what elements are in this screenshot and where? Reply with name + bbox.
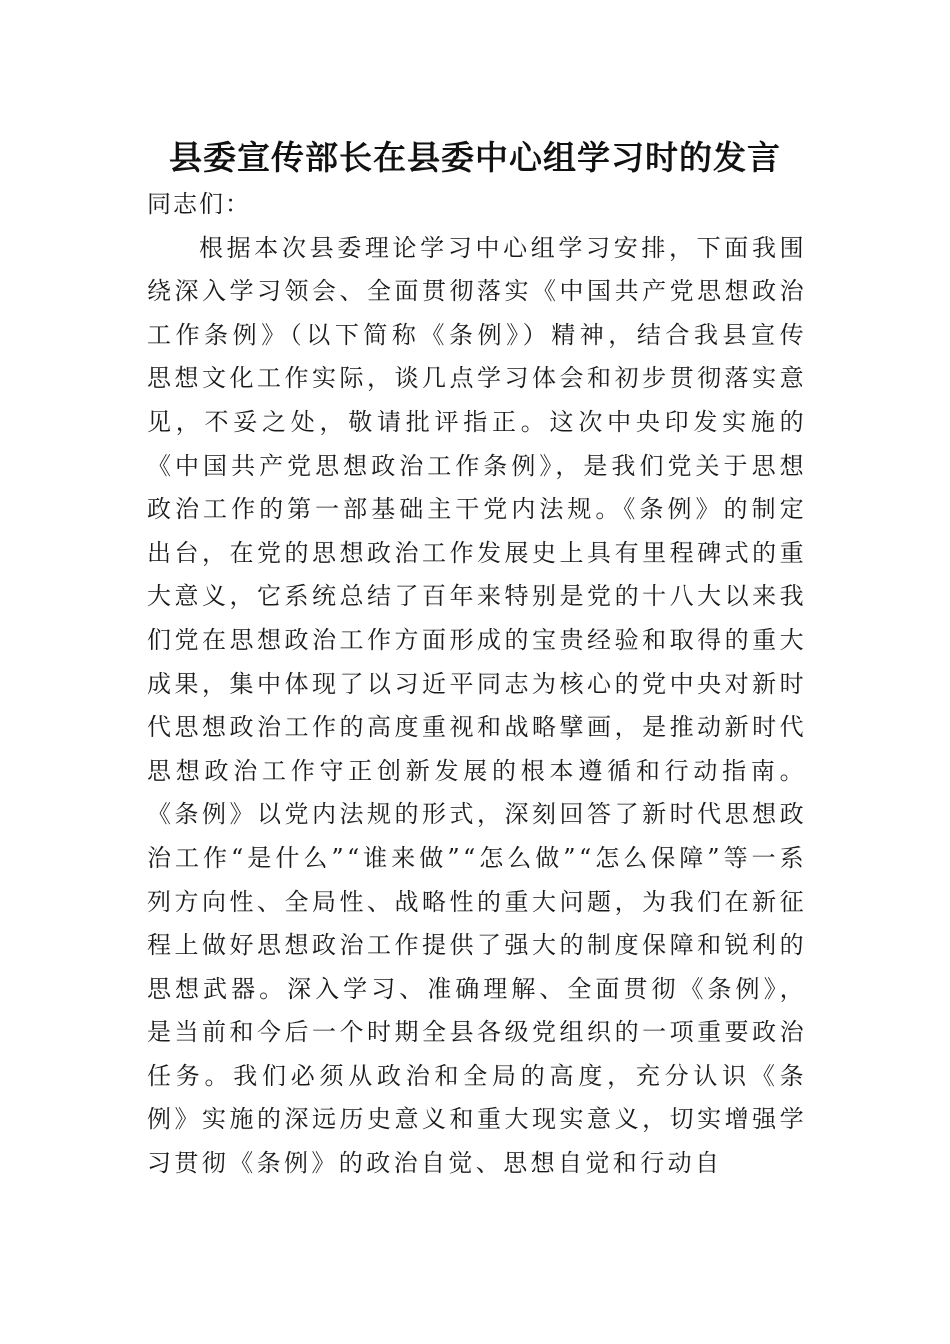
salutation: 同志们： <box>147 190 251 218</box>
body-paragraph: 根据本次县委理论学习中心组学习安排，下面我围绕深入学习领会、全面贯彻落实《中国共产党思想政治工作条例》（以下简称《条例》）精神，结合我县宣传思想文化工作实际，谈几点学习体会和初步贯彻落实意见，不妥之处，敬请批评指正。这次中央印发实施的《中国共产党思想政治工作条例》，是我们党关于思想政治工作的第一部基础主干党内法规。《条例》的制定出台，在党的思想政治工作发展史上具有里程碑式的重大意义，它系统总结了百年来特别是党的十八大以来我们党在思想政治工作方面形成的宝贵经验和取得的重大成果，集中体现了以习近平同志为核心的党中央对新时代思想政治工作的高度重视和战略擘画，是推动新时代思想政治工作守正创新发展的根本遵循和行动指南。《条例》以党内法规的形式，深刻回答了新时代思想政治工作“是什么”“谁来做”“怎么做”“怎么保障”等一系列方向性、全局性、战略性的重大问题，为我们在新征程上做好思想政治工作提供了强大的制度保障和锐利的思想武器。深入学习、准确理解、全面贯彻《条例》，是当前和今后一个时期全县各级党组织的一项重要政治任务。我们必须从政治和全局的高度，充分认识《条例》实施的深远历史意义和重大现实意义，切实增强学习贯彻《条例》的政治自觉、思想自觉和行动自 <box>147 233 807 1178</box>
document-title: 县委宣传部长在县委中心组学习时的发言 <box>169 138 781 178</box>
document-body <box>147 183 807 1186</box>
